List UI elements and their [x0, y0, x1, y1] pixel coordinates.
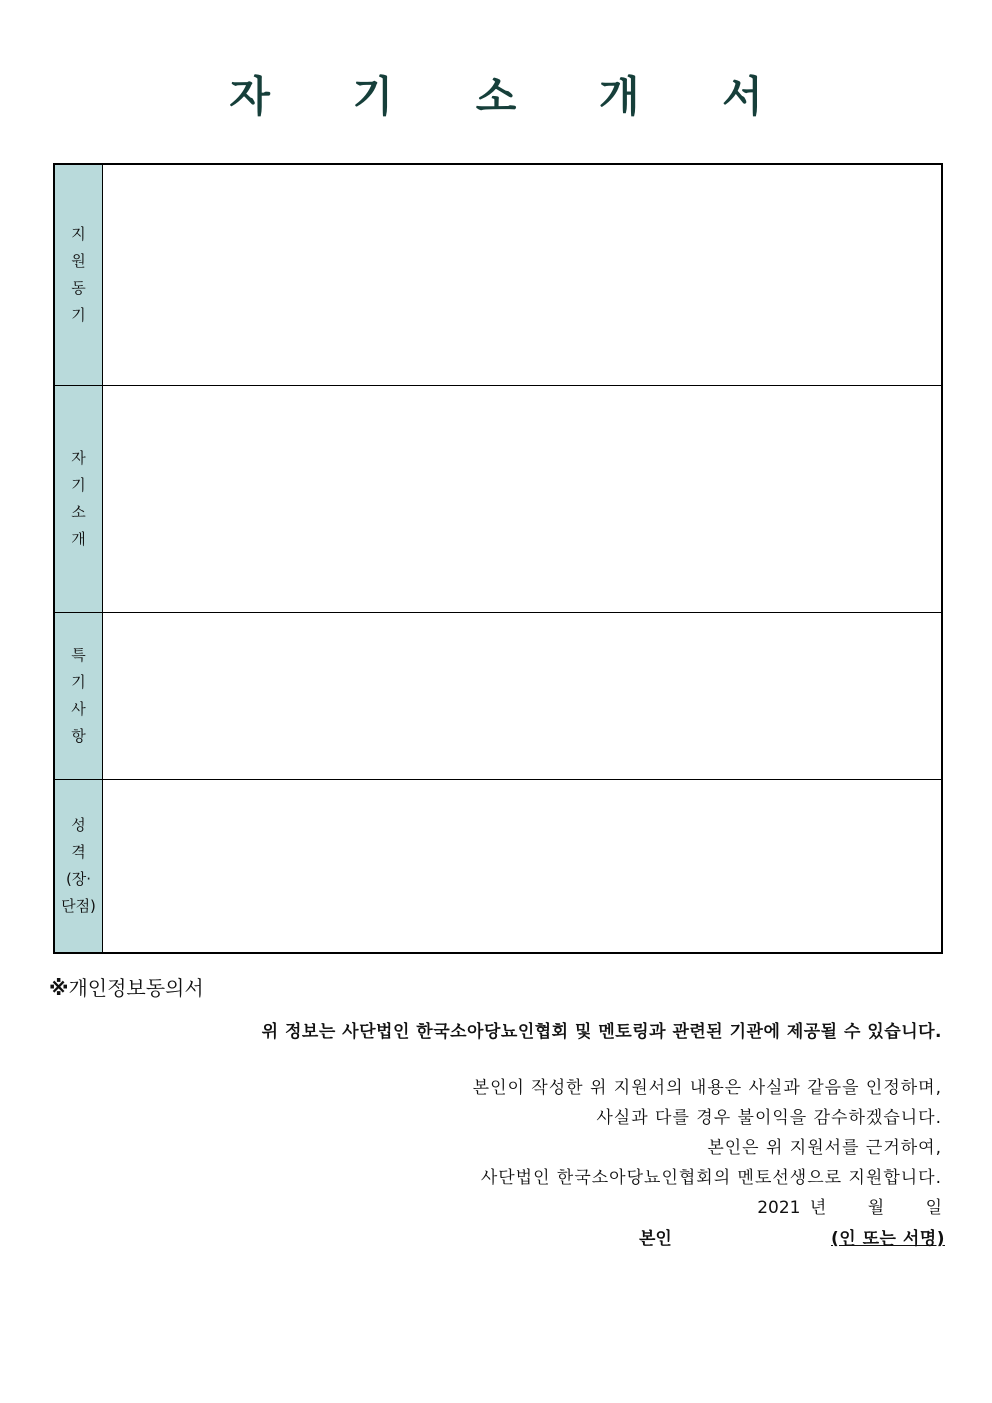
label-char: 특 — [71, 646, 86, 664]
date-year-unit: 년 — [809, 1198, 827, 1218]
motivation-input-area[interactable] — [103, 165, 941, 385]
label-char: 성 — [71, 816, 86, 834]
declaration-line-2: 사실과 다를 경우 불이익을 감수하겠습니다. — [596, 1108, 942, 1128]
document-title: 자 기 소 개 서 — [229, 72, 797, 121]
form-row-motivation — [55, 165, 941, 386]
consent-title-text: 개인정보동의서 — [68, 976, 204, 1000]
form-row-personality — [55, 780, 941, 952]
row-label-special-notes — [55, 613, 103, 779]
label-char: 기 — [71, 673, 86, 691]
date-line — [757, 1193, 942, 1218]
label-char: 지 — [71, 225, 86, 243]
consent-heading — [49, 972, 204, 1001]
row-label-personality — [55, 780, 103, 952]
label-char: 단점) — [61, 897, 96, 915]
signature-label: 본인 — [639, 1229, 672, 1249]
declaration-line-4: 사단법인 한국소아당뇨인협회의 멘토선생으로 지원합니다. — [480, 1168, 942, 1188]
label-char: 기 — [71, 306, 86, 324]
self-introduction-form-table — [53, 163, 943, 954]
declaration-line-1: 본인이 작성한 위 지원서의 내용은 사실과 같음을 인정하며, — [472, 1078, 942, 1098]
label-char: 사 — [71, 700, 86, 718]
date-day-unit: 일 — [925, 1198, 942, 1218]
form-row-special-notes — [55, 613, 941, 780]
label-char: 항 — [71, 727, 86, 745]
label-char: 개 — [71, 530, 86, 548]
date-year: 2021 — [757, 1198, 801, 1218]
label-char: 소 — [71, 503, 86, 521]
date-month-unit: 월 — [867, 1198, 885, 1218]
label-char: (장· — [65, 870, 92, 888]
special-notes-input-area[interactable] — [103, 613, 941, 779]
label-char: 격 — [71, 843, 86, 861]
declaration-line-3: 본인은 위 지원서를 근거하여, — [707, 1138, 942, 1158]
reference-mark-icon: ※ — [49, 976, 69, 1000]
row-label-introduction — [55, 386, 103, 612]
personality-input-area[interactable] — [103, 780, 941, 952]
row-label-motivation — [55, 165, 103, 385]
label-char: 동 — [71, 279, 86, 297]
signature-field[interactable]: (인 또는 서명) — [831, 1229, 945, 1249]
form-row-introduction — [55, 386, 941, 613]
consent-statement: 위 정보는 사단법인 한국소아당뇨인협회 및 멘토링과 관련된 기관에 제공될 수 있습니다. — [261, 1022, 942, 1042]
label-char: 기 — [71, 476, 86, 494]
label-char: 원 — [71, 252, 86, 270]
introduction-input-area[interactable] — [103, 386, 941, 612]
label-char: 자 — [71, 449, 86, 467]
